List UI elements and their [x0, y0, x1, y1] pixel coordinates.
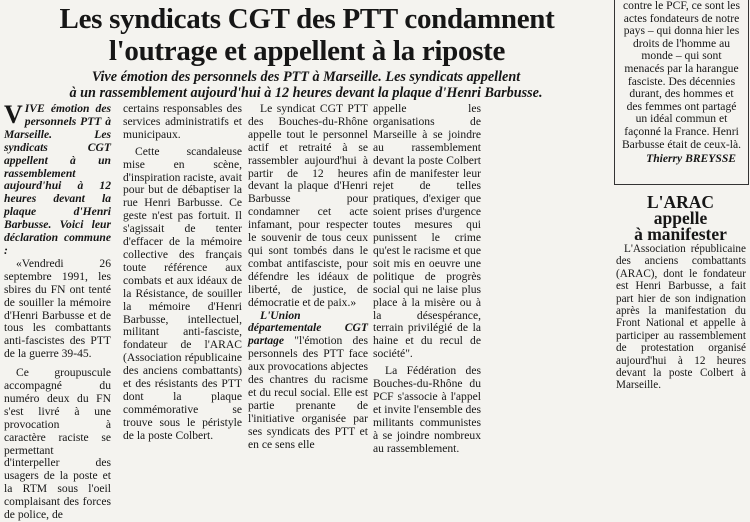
- sidebar-headline: [614, 194, 747, 242]
- sidebar-headline-line-3: à manifester: [634, 224, 727, 244]
- article-paragraph: Ce groupuscule accompagné du numéro deux du FN s'est livré à une provocation à caractère raciste se permettant d'interpeller des usagers de la poste et la RTM sous l'oeil complaisant des forces de police, de: [4, 366, 111, 522]
- article-paragraph-italic-lead: L'Union départementale CGT partage: [248, 308, 368, 348]
- article-paragraph: La Fédération des Bouches-du-Rhône du PCF s'associe à l'appel et invite l'ensemble des militants communistes à se joindre nombreux au rassemblement.: [373, 364, 482, 455]
- headline-line-1: Les syndicats CGT des PTT condamnent: [59, 3, 555, 35]
- article-paragraph: certains responsables des services administratifs et municipaux.: [123, 102, 242, 141]
- sidebar-editorial: [614, 0, 749, 185]
- article-column-3: [248, 102, 368, 451]
- article-paragraph: "l'émotion des personnels des PTT face aux provocations abjectes des chantres du racisme et du recul social. Elle est partie prenante de l'initiative organisée par ses syndicats des PTT et en ce sens elle: [248, 334, 368, 451]
- article-paragraph: Cette scandaleuse mise en scène, d'inspiration raciste, avait pour but de débaptiser la rue Henri Barbusse. Ce geste n'est pas fortuit. Il s'agissait de tenter d'effacer de la mémoire collective des français toute référence aux combats et aux idéaux de la Résistance, de souiller la mémoire d'Henri Barbusse, intellectuel, militant anti-fasciste, fondateur de l'ARAC (Association républicaine des anciens combattants) et des résistants des PTT dont la plaque commémorative se trouve sous le péristyle de la poste Colbert.: [123, 144, 242, 442]
- article-column-1: [4, 100, 111, 522]
- sidebar-article-body: [616, 243, 746, 392]
- article-column-4: [373, 102, 482, 455]
- headline-line-2: l'outrage et appellent à la riposte: [108, 35, 506, 67]
- sidebar-editorial-text: contre le PCF, ce sont les actes fondateurs de notre pays – qui donna hier les droits de l'homme au monde – qui sont menacés par la harangue fasciste. Des décennies durant, des hommes et des femmes ont partagé un idéal commun et façonné la France. Henri Barbusse était de ceux-là.: [621, 0, 742, 151]
- article-column-2: [123, 102, 242, 442]
- article-paragraph: «Vendredi 26 septembre 1991, les sbires du FN ont tenté de souiller la mémoire d'Henri Barbusse et de tous les combattants anti-fascistes des PTT de la guerre 39-45.: [4, 256, 111, 361]
- article-paragraph: appelle les organisations de Marseille à se joindre au rassemblement devant la poste Colbert afin de manifester leur rejet de telles pratiques, d'exiger que soient prises d'urgence toutes mesures qui punissent le crime qu'est le racisme et que soit mis en oeuvre une politique de progrès social qui ne laise plus place à la misère ou à la désespérance, terrain privilégié de la haine et du recul de société".: [373, 102, 481, 361]
- article-paragraph: Le syndicat CGT PTT des Bouches-du-Rhône appelle tout le personnel actif et retraité à se rassembler aujourd'hui à partir de 12 heures devant la plaque d'Henri Barbusse pour condamner cet acte infamant, pour respecter le souvenir de tous ceux qui sont tombés dans le combat antifasciste, pour défendre les idéaux de liberté, de justice, de démocratie et de paix.»: [248, 102, 368, 309]
- article-lead-text: IVE émotion des personnels PTT à Marseille. Les syndicats CGT appellent à un rassemblement aujourd'hui à 12 heures devant la plaque d'Henri Barbusse. Voici leur déclaration commune :: [4, 102, 111, 257]
- sidebar-headline-line-1: L'ARAC: [646, 192, 715, 212]
- article-lead: [4, 100, 111, 258]
- deck: [4, 69, 608, 101]
- sidebar-headline-line-2: appelle: [653, 208, 708, 228]
- drop-cap: V: [4, 100, 23, 129]
- deck-line-2: à un rassemblement aujourd'hui à 12 heures devant la plaque d'Henri Barbusse.: [69, 85, 543, 101]
- headline: [8, 3, 606, 67]
- sidebar-signature: Thierry BREYSSE: [646, 152, 736, 166]
- deck-line-1: Vive émotion des personnels des PTT à Marseille. Les syndicats appellent: [91, 69, 521, 85]
- sidebar-article-text: L'Association républicaine des anciens combattants (ARAC), dont le fondateur est Henri Barbusse, a fait part hier de son indignation après la manifestation du Front National et appelle à participer au rassemblement de protestation organisé aujourd'hui à 12 heures devant la poste Colbert à Marseille.: [616, 243, 746, 392]
